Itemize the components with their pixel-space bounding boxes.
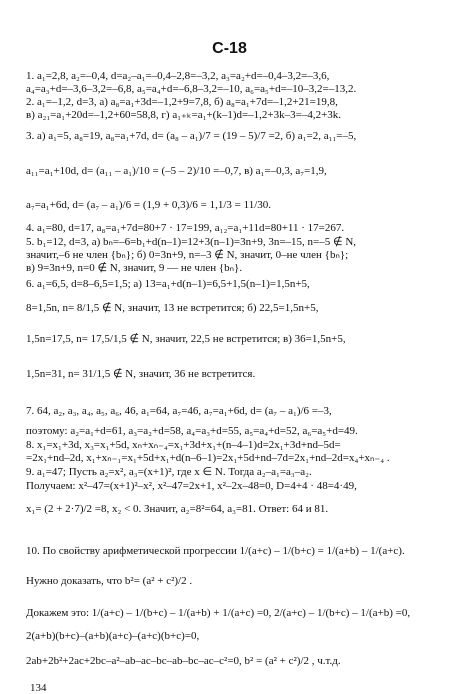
solution-line: в) 9=3n+9, n=0 ∉ N, значит, 9 — не член {bₙ}. xyxy=(26,262,243,274)
solution-line: =2x₁+nd–2d, x₁+xₙ₋₁=x₁+5d+x₁+d(n–6–1)=2x₁+5d+nd–7d=2x₁+nd–2d=x₄+xₙ₋₄ . xyxy=(26,452,390,464)
solution-line: 5. b₁=12, d=3, а) bₙ=–6=b₁+d(n–1)=12+3(n–1)=3n+9, 3n=–15, n=–5 ∉ N, xyxy=(26,236,357,248)
solution-line: 1. a₁=2,8, a₂=–0,4, d=a₂–a₁=–0,4–2,8=–3,2, a₃=a₂+d=–0,4–3,2=–3,6, xyxy=(26,70,330,82)
solution-line: 2(a+b)(b+c)–(a+b)(a+c)–(a+c)(b+c)=0, xyxy=(26,630,200,642)
solution-line: 4. a₁=80, d=17, a₈=a₁+7d=80+7 · 17=199, a₁₂=a₁+11d=80+11 · 17=267. xyxy=(26,222,345,234)
solution-line: a₄=a₃+d=–3,6–3,2=–6,8, a₅=a₄+d=–6,8–3,2=–10, a₆=a₅+d=–10–3,2=–13,2. xyxy=(26,83,357,95)
solution-line: поэтому: a₂=a₁+d=61, a₃=a₂+d=58, a₄=a₃+d=55, a₅=a₄+d=52, a₆=a₅+d=49. xyxy=(26,425,358,437)
solution-line: 10. По свойству арифметической прогрессии 1/(a+c) – 1/(b+c) = 1/(a+b) – 1/(a+c). xyxy=(26,545,405,557)
section-title: С-18 xyxy=(212,40,247,57)
solution-line: Докажем это: 1/(a+c) – 1/(b+c) – 1/(a+b) + 1/(a+c) =0, 2/(a+c) – 1/(b+c) – 1/(a+b) =0, xyxy=(26,607,411,619)
page-number: 134 xyxy=(30,682,47,694)
solution-line: 2. a₁=–1,2, d=3, а) a₈=a₁+3d=–1,2+9=7,8, б) a₈=a₁+7d=–1,2+21=19,8, xyxy=(26,96,338,108)
solution-line: 2ab+2b²+2ac+2bc–a²–ab–ac–bc–ab–bc–ac–c²=0, b² = (a² + c²)/2 , ч.т.д. xyxy=(26,655,341,667)
solution-line: a₇=a₁+6d, d= (a₇ – a₁)/6 = (1,9 + 0,3)/6 = 1,1/3 = 11/30. xyxy=(26,199,272,211)
solution-line: Получаем: x²–47=(x+1)²–x², x²–47=2x+1, x²–2x–48=0, D=4+4 · 48=4·49, xyxy=(26,480,357,492)
solution-line: 8=1,5n, n= 8/1,5 ∉ N, значит, 13 не встретится; б) 22,5=1,5n+5, xyxy=(26,302,319,314)
solution-line: a₁₁=a₁+10d, d= (a₁₁ – a₁)/10 = (–5 – 2)/10 =–0,7, в) a₁=–0,3, a₇=1,9, xyxy=(26,165,327,177)
solution-line: Нужно доказать, что b²= (a² + c²)/2 . xyxy=(26,575,193,587)
solution-line: 1,5n=17,5, n= 17,5/1,5 ∉ N, значит, 22,5 не встретится; в) 36=1,5n+5, xyxy=(26,333,346,345)
solution-line: 8. x₁=x₁+3d, x₃=x₁+5d, xₙ+xₙ₋₄=x₁+3d+x₁+(n–4–1)d=2x₁+3d+nd–5d= xyxy=(26,439,341,451)
solution-line: 9. a₁=47; Пусть a₂=x², a₃=(x+1)², где x ∈ N. Тогда a₂–a₁=a₃–a₂. xyxy=(26,466,312,478)
solution-line: значит,–6 не член {bₙ}; б) 0=3n+9, n=–3 ∉ N, значит, 0–не член {bₙ}; xyxy=(26,249,349,261)
solution-line: 1,5n=31, n= 31/1,5 ∉ N, значит, 36 не встретится. xyxy=(26,368,256,380)
solution-line: x₁= (2 + 2·7)/2 =8, x₂ < 0. Значит, a₂=8²=64, a₃=81. Ответ: 64 и 81. xyxy=(26,503,329,515)
solution-line: 6. a₁=6,5, d=8–6,5=1,5; а) 13=a₁+d(n–1)=6,5+1,5(n–1)=1,5n+5, xyxy=(26,278,310,290)
solution-line: 3. а) a₁=5, a₈=19, a₈=a₁+7d, d= (a₈ – a₁)/7 = (19 – 5)/7 =2, б) a₁=2, a₁₁=–5, xyxy=(26,130,357,142)
solution-line: 7. 64, a₂, a₃, a₄, a₅, a₆, 46, a₁=64, a₇=46, a₇=a₁+6d, d= (a₇ – a₁)/6 =–3, xyxy=(26,405,332,417)
solution-line: в) a₂₁=a₁+20d=–1,2+60=58,8, г) a₁₊ₖ=a₁+(k–1)d=–1,2+3k–3=–4,2+3k. xyxy=(26,109,342,121)
